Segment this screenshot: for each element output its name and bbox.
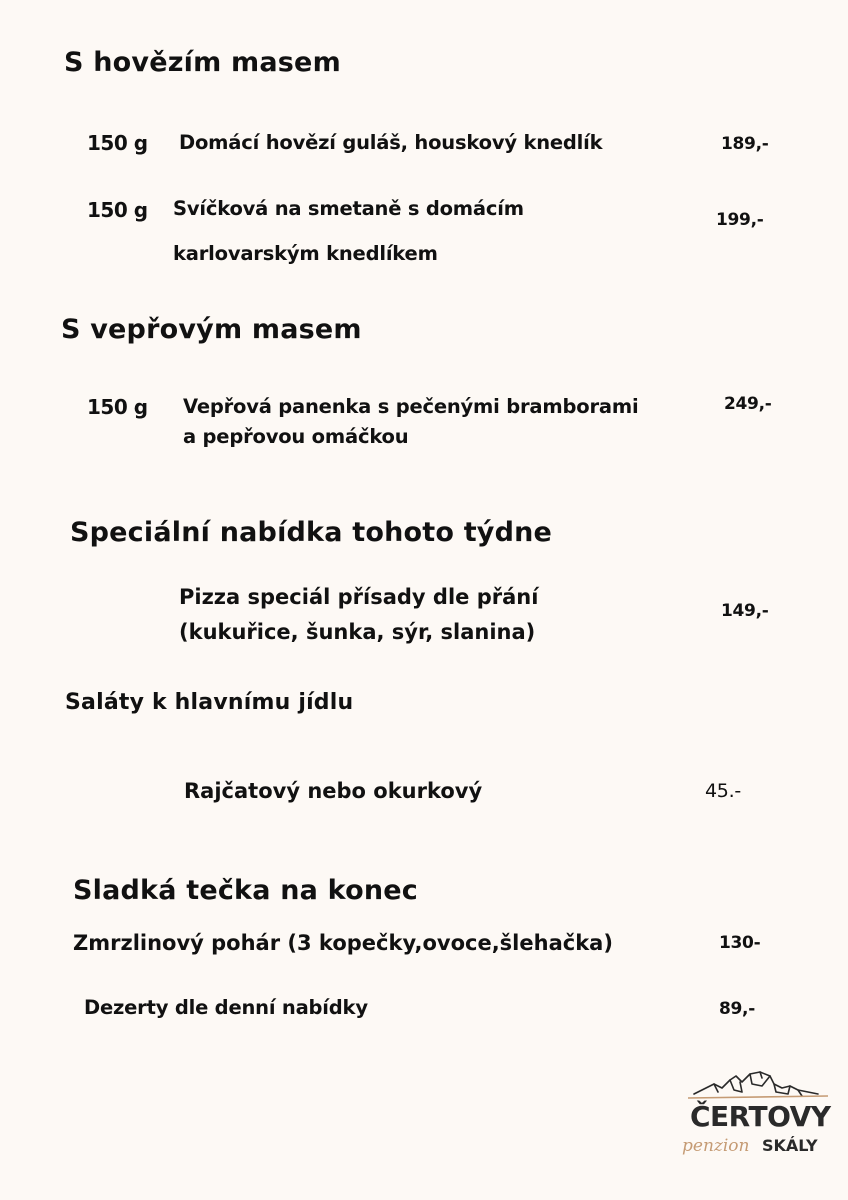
item-weight: 150 g bbox=[87, 198, 148, 222]
menu-item-name: Rajčatový nebo okurkový bbox=[184, 779, 483, 803]
menu-item-name-continued: karlovarským knedlíkem bbox=[173, 242, 438, 265]
logo-word-script: penzion bbox=[682, 1136, 750, 1156]
menu-item-price: 249,- bbox=[724, 394, 772, 414]
section-title-salads: Saláty k hlavnímu jídlu bbox=[65, 690, 354, 715]
logo-word-main: ČERTOVY bbox=[690, 1100, 831, 1133]
section-title-special: Speciální nabídka tohoto týdne bbox=[70, 517, 553, 548]
menu-item-name: Svíčková na smetaně s domácím bbox=[173, 197, 524, 220]
menu-item-name: Dezerty dle denní nabídky bbox=[84, 996, 368, 1019]
menu-item-name-continued: a pepřovou omáčkou bbox=[183, 425, 409, 448]
menu-item-price: 45.- bbox=[705, 780, 741, 802]
menu-item-price: 199,- bbox=[716, 210, 764, 230]
menu-item-name-continued: (kukuřice, šunka, sýr, slanina) bbox=[179, 620, 536, 644]
menu-item-name: Domácí hovězí guláš, houskový knedlík bbox=[179, 131, 603, 154]
logo-word-sub: SKÁLY bbox=[762, 1136, 818, 1155]
section-title-dessert: Sladká tečka na konec bbox=[73, 875, 418, 906]
menu-item-name: Pizza speciál přísady dle přání bbox=[179, 585, 539, 609]
brand-logo bbox=[678, 1062, 838, 1162]
section-title-beef: S hovězím masem bbox=[64, 47, 341, 78]
item-weight: 150 g bbox=[87, 395, 148, 419]
menu-item-price: 189,- bbox=[721, 134, 769, 154]
section-title-pork: S vepřovým masem bbox=[61, 314, 362, 345]
menu-item-name: Vepřová panenka s pečenými bramborami bbox=[183, 395, 639, 418]
menu-item-price: 89,- bbox=[719, 999, 755, 1019]
item-weight: 150 g bbox=[87, 131, 148, 155]
menu-item-price: 149,- bbox=[721, 601, 769, 621]
menu-item-name: Zmrzlinový pohár (3 kopečky,ovoce,šlehačka) bbox=[73, 931, 613, 955]
menu-item-price: 130- bbox=[719, 933, 761, 953]
